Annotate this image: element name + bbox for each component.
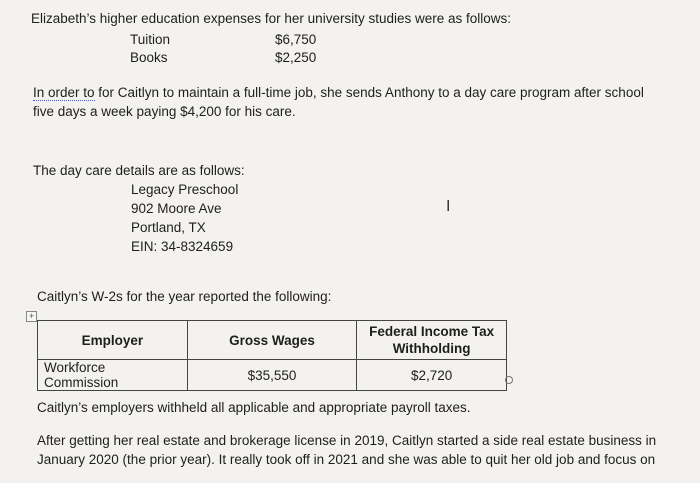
in-order-to-link[interactable]: In order to	[33, 85, 95, 100]
daycare-address-block	[131, 180, 238, 256]
daycare-street: 902 Moore Ave	[131, 201, 222, 216]
expense-value-books: $2,250	[275, 50, 317, 65]
daycare-name: Legacy Preschool	[131, 182, 239, 197]
expense-value-tuition: $6,750	[275, 32, 317, 47]
payroll-note: Caitlyn’s employers withheld all applicable and appropriate payroll taxes.	[37, 400, 471, 415]
cell-gross-wages: $35,550	[187, 360, 357, 391]
cell-employer: Workforce Commission	[38, 360, 188, 391]
daycare-city: Portland, TX	[131, 220, 206, 235]
daycare-ein: EIN: 34-8324659	[131, 239, 234, 254]
header-employer: Employer	[38, 321, 188, 360]
w2-table	[37, 320, 507, 391]
table-row	[38, 360, 507, 391]
daycare-heading: The day care details are as follows:	[33, 163, 245, 178]
cell-withholding: $2,720	[357, 360, 507, 391]
daycare-line2: five days a week paying $4,200 for his care.	[33, 104, 296, 119]
expense-label-books: Books	[130, 50, 168, 65]
expense-label-tuition: Tuition	[130, 32, 171, 47]
intro-text: Elizabeth’s higher education expenses for her university studies were as follows:	[31, 11, 512, 26]
text-cursor-icon: I	[446, 198, 451, 215]
closing-line1: After getting her real estate and brokerage license in 2019, Caitlyn started a side real estate business in	[37, 433, 657, 448]
daycare-paragraph	[33, 83, 644, 121]
closing-paragraph	[37, 431, 656, 469]
daycare-line1-rest: for Caitlyn to maintain a full-time job, she sends Anthony to a day care program after school	[94, 85, 644, 100]
header-federal-withholding: Federal Income Tax Withholding	[357, 321, 507, 360]
w2-intro: Caitlyn’s W-2s for the year reported the following:	[37, 289, 332, 304]
closing-line2: January 2020 (the prior year). It really took off in 2021 and she was able to quit her old job and focus on	[37, 452, 656, 467]
move-handle-icon[interactable]: +	[26, 311, 37, 322]
header-gross-wages: Gross Wages	[187, 321, 357, 360]
table-header-row	[38, 321, 507, 360]
resize-handle-icon[interactable]	[505, 376, 513, 384]
